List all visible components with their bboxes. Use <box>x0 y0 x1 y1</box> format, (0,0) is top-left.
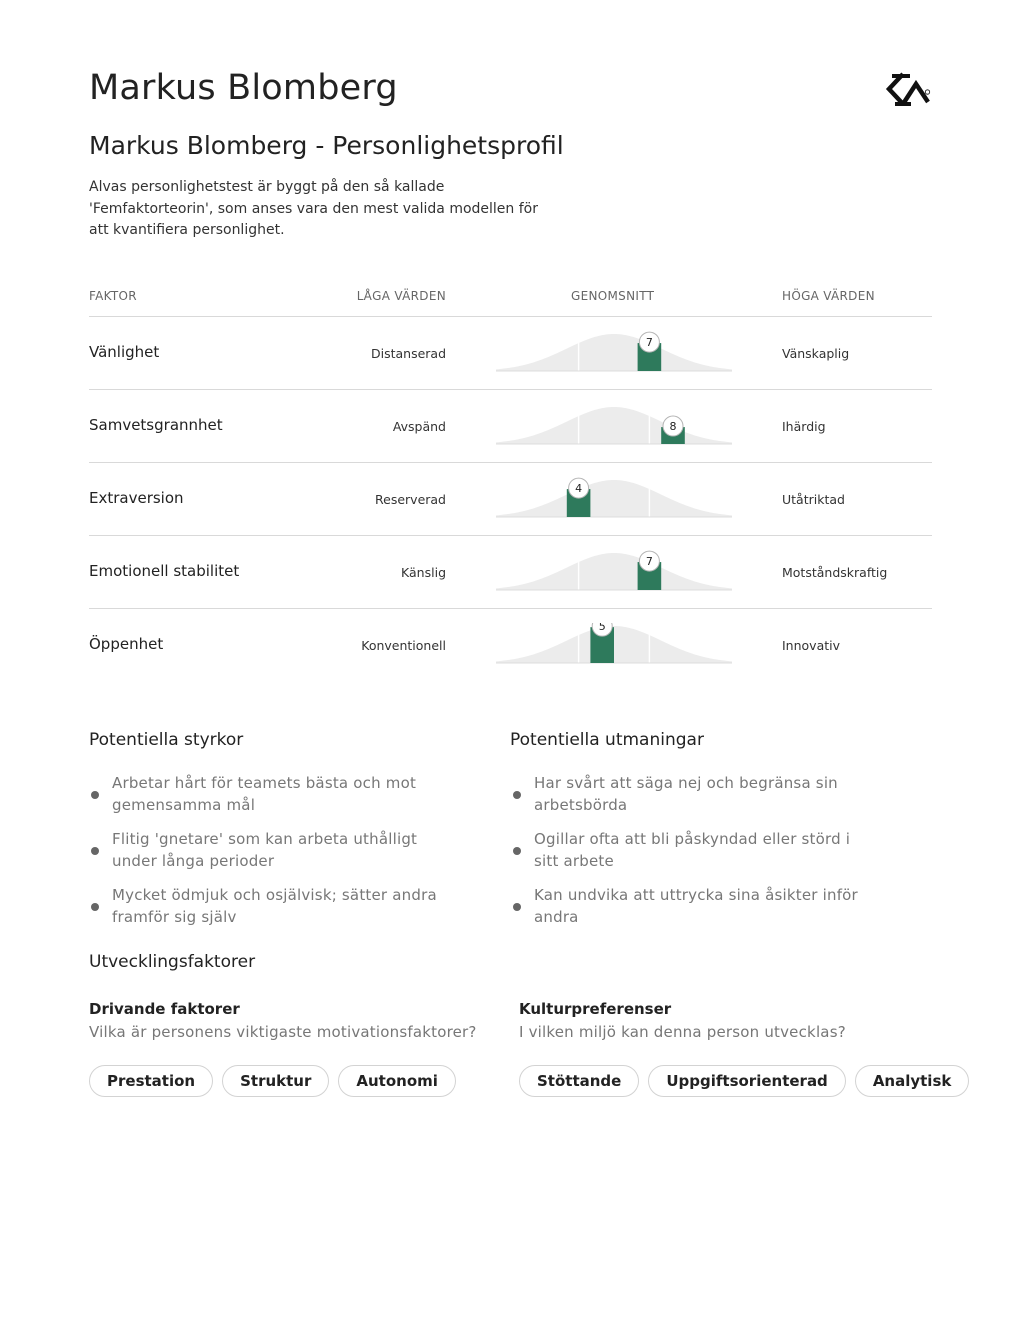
factor-name: Öppenhet <box>89 635 164 653</box>
challenge-item <box>511 828 871 872</box>
distribution-curve <box>496 480 732 517</box>
factor-name: Samvetsgrannhet <box>89 416 223 434</box>
distribution-curve <box>496 553 732 590</box>
culture-chips <box>519 1065 969 1097</box>
strength-text: Flitig 'gnetare' som kan arbeta uthålligt under långa perioder <box>112 830 418 870</box>
strength-item <box>89 884 449 928</box>
score-label: 7 <box>645 555 653 569</box>
factor-row <box>89 390 932 463</box>
strengths-title: Potentiella styrkor <box>89 730 244 750</box>
factor-row <box>89 317 932 390</box>
factor-name: Vänlighet <box>89 343 160 361</box>
driver-chip: Prestation <box>89 1065 213 1097</box>
distribution-chart <box>496 404 732 446</box>
score-label: 4 <box>575 482 583 496</box>
score-label: 5 <box>598 623 606 634</box>
challenge-text: Har svårt att säga nej och begränsa sin arbetsbörda <box>534 774 838 814</box>
intro-text: Alvas personlighetstest är byggt på den så kallade 'Femfaktorteorin', som anses vara den mest valida modellen för att kvantifiera personlighet. <box>89 179 538 238</box>
bullet-icon <box>513 903 521 911</box>
factor-name: Extraversion <box>89 489 184 507</box>
drivers-chips <box>89 1065 456 1097</box>
distribution-chart <box>496 623 732 665</box>
header-low-values: LÅGA VÄRDEN <box>356 289 446 303</box>
distribution-chart <box>496 477 732 519</box>
strength-text: Mycket ödmjuk och osjälvisk; sätter andra framför sig själv <box>112 886 437 926</box>
distribution-chart <box>496 550 732 592</box>
culture-description: I vilken miljö kan denna person utvecklas? <box>519 1023 846 1041</box>
factor-low-label: Distanserad <box>370 346 446 361</box>
factor-table <box>89 280 932 681</box>
alva-logo-icon <box>884 70 932 112</box>
factor-row <box>89 463 932 536</box>
factor-row <box>89 609 932 681</box>
factor-name: Emotionell stabilitet <box>89 562 240 580</box>
score-label: 7 <box>645 336 653 350</box>
culture-title: Kulturpreferenser <box>519 1000 672 1018</box>
challenge-text: Kan undvika att uttrycka sina åsikter inför andra <box>534 886 858 926</box>
bullet-icon <box>91 903 99 911</box>
profile-title: Markus Blomberg - Personlighetsprofil <box>89 131 564 160</box>
factor-high-label: Utåtriktad <box>782 492 845 507</box>
distribution-curve <box>496 334 732 371</box>
challenges-list <box>511 772 871 940</box>
strengths-list <box>89 772 449 940</box>
person-name: Markus Blomberg <box>89 68 398 108</box>
factor-high-label: Ihärdig <box>782 419 826 434</box>
driver-chip: Autonomi <box>338 1065 456 1097</box>
culture-chip: Uppgiftsorienterad <box>648 1065 845 1097</box>
header-high-values: HÖGA VÄRDEN <box>782 289 875 303</box>
distribution-chart <box>496 331 732 373</box>
bullet-icon <box>91 791 99 799</box>
culture-chip: Analytisk <box>855 1065 970 1097</box>
culture-chip: Stöttande <box>519 1065 639 1097</box>
factor-high-label: Innovativ <box>782 638 841 653</box>
score-label: 8 <box>669 420 677 434</box>
strength-text: Arbetar hårt för teamets bästa och mot gemensamma mål <box>112 774 417 814</box>
driver-chip: Struktur <box>222 1065 329 1097</box>
header-factor: FAKTOR <box>89 289 137 303</box>
development-title: Utvecklingsfaktorer <box>89 952 256 972</box>
drivers-title: Drivande faktorer <box>89 1000 240 1018</box>
strength-item <box>89 828 449 872</box>
challenge-item <box>511 772 871 816</box>
header-average: GENOMSNITT <box>571 289 655 303</box>
bullet-icon <box>91 847 99 855</box>
bullet-icon <box>513 791 521 799</box>
distribution-curve <box>496 407 732 444</box>
factor-high-label: Vänskaplig <box>782 346 850 361</box>
challenges-title: Potentiella utmaningar <box>510 730 704 750</box>
challenge-item <box>511 884 871 928</box>
drivers-description: Vilka är personens viktigaste motivationsfaktorer? <box>89 1023 477 1041</box>
factor-row <box>89 536 932 609</box>
factor-low-label: Avspänd <box>392 419 446 434</box>
factor-rows <box>89 317 932 681</box>
factor-low-label: Känslig <box>401 565 446 580</box>
strength-item <box>89 772 449 816</box>
factor-low-label: Reserverad <box>375 492 446 507</box>
factor-table-header <box>89 280 932 317</box>
factor-high-label: Motståndskraftig <box>782 565 888 580</box>
challenge-text: Ogillar ofta att bli påskyndad eller störd i sitt arbete <box>534 830 851 870</box>
factor-low-label: Konventionell <box>361 638 446 653</box>
bullet-icon <box>513 847 521 855</box>
